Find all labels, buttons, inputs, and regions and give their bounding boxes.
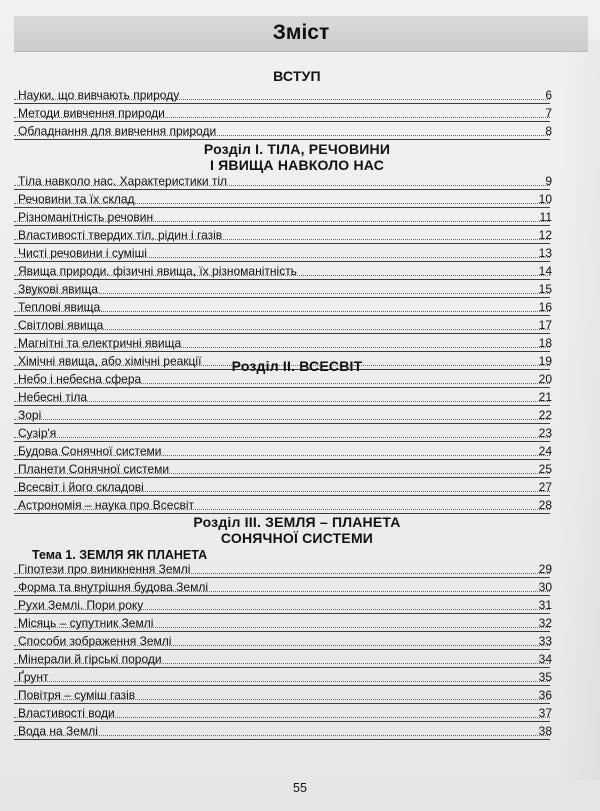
toc-entry <box>14 406 550 424</box>
toc-entry <box>14 316 550 334</box>
toc-entry-label: Місяць – супутник Землі <box>18 616 154 630</box>
toc-list-part-2 <box>14 370 550 514</box>
toc-entry-label: Властивості води <box>18 706 115 720</box>
toc-entry-label: Планети Сонячної системи <box>18 462 170 476</box>
toc-entry-label: Небесні тіла <box>18 390 88 404</box>
toc-entry <box>14 704 550 722</box>
section-title-part-1 <box>14 141 580 173</box>
toc-entry <box>14 104 550 122</box>
section-title-part-3 <box>14 514 580 546</box>
toc-entry <box>14 208 550 226</box>
toc-entry-label: Форма та внутрішня будова Землі <box>18 580 208 594</box>
toc-entry <box>14 86 550 104</box>
toc-entry-label: Різноманітність речовин <box>18 210 154 224</box>
toc-entry-label: Світлові явища <box>18 318 104 332</box>
toc-entry <box>14 596 550 614</box>
toc-entry <box>14 244 550 262</box>
toc-entry-label: Мінерали й гірські породи <box>18 652 162 666</box>
toc-entry-label: Рухи Землі. Пори року <box>18 598 144 612</box>
section-title-line: Розділ ІІІ. ЗЕМЛЯ – ПЛАНЕТА <box>193 514 401 530</box>
toc-entry <box>14 280 550 298</box>
toc-entry <box>14 388 550 406</box>
toc-entry-label: Науки, що вивчають природу <box>18 88 180 102</box>
toc-entry <box>14 496 550 514</box>
toc-entry-page: 20 <box>538 372 552 386</box>
toc-list-intro <box>14 86 550 140</box>
toc-entry <box>14 370 550 388</box>
toc-entry-page: 30 <box>538 580 552 594</box>
toc-entry-page: 23 <box>538 426 552 440</box>
toc-entry-label: Способи зображення Землі <box>18 634 172 648</box>
toc-leader-dots <box>14 401 550 402</box>
toc-entry-label: Явища природи. фізичні явища, їх різноманітність <box>18 264 297 278</box>
toc-entry <box>14 172 550 190</box>
toc-entry-page: 6 <box>545 88 552 102</box>
toc-entry-label: Астрономія – наука про Всесвіт <box>18 498 194 512</box>
toc-leader-dots <box>14 681 550 682</box>
toc-entry-page: 14 <box>538 264 552 278</box>
toc-leader-dots <box>14 437 550 438</box>
toc-entry <box>14 190 550 208</box>
toc-entry-label: Повітря – суміш газів <box>18 688 136 702</box>
toc-entry-page: 17 <box>538 318 552 332</box>
toc-entry <box>14 478 550 496</box>
toc-entry-page: 15 <box>538 282 552 296</box>
toc-entry <box>14 722 550 740</box>
toc-entry <box>14 442 550 460</box>
page-number: 55 <box>293 781 307 795</box>
toc-leader-dots <box>14 419 550 420</box>
toc-entry-label: Обладнання для вивчення природи <box>18 124 217 138</box>
toc-entry-page: 28 <box>538 498 552 512</box>
section-title-intro <box>14 68 580 84</box>
toc-entry-page: 31 <box>538 598 552 612</box>
section-title-line: Розділ ІІ. ВСЕСВІТ <box>231 358 363 374</box>
toc-entry-label: Теплові явища <box>18 300 101 314</box>
toc-entry <box>14 560 550 578</box>
toc-entry-label: Зорі <box>18 408 42 422</box>
toc-entry <box>14 122 550 140</box>
toc-entry-page: 22 <box>538 408 552 422</box>
section-title-line: ВСТУП <box>273 68 321 84</box>
toc-entry <box>14 460 550 478</box>
toc-entry <box>14 650 550 668</box>
toc-entry-label: Ґрунт <box>18 670 49 684</box>
toc-entry <box>14 226 550 244</box>
toc-entry-page: 13 <box>538 246 552 260</box>
toc-entry <box>14 578 550 596</box>
toc-entry-label: Сузір'я <box>18 426 57 440</box>
toc-entry-page: 18 <box>538 336 552 350</box>
toc-entry-label: Чисті речовини і суміші <box>18 246 147 260</box>
toc-entry-page: 16 <box>538 300 552 314</box>
toc-entry-page: 34 <box>538 652 552 666</box>
toc-entry <box>14 262 550 280</box>
toc-entry <box>14 334 550 352</box>
page-title: Зміст <box>272 21 330 44</box>
toc-entry-label: Хімічні явища, або хімічні реакції <box>18 354 202 368</box>
toc-entry-label: Небо і небесна сфера <box>18 372 142 386</box>
toc-entry-page: 38 <box>538 724 552 738</box>
toc-entry-page: 12 <box>538 228 552 242</box>
toc-entry-label: Гіпотези про виникнення Землі <box>18 562 191 576</box>
toc-entry-page: 8 <box>545 124 552 138</box>
toc-entry-page: 33 <box>538 634 552 648</box>
toc-entry-page: 24 <box>538 444 552 458</box>
toc-entry <box>14 632 550 650</box>
toc-entry-label: Вода на Землі <box>18 724 98 738</box>
toc-entry-label: Будова Сонячної системи <box>18 444 162 458</box>
toc-entry-page: 27 <box>538 480 552 494</box>
topic-title: Тема 1. ЗЕМЛЯ ЯК ПЛАНЕТА <box>32 548 208 562</box>
toc-entry-page: 9 <box>545 174 552 188</box>
toc-list-part-1 <box>14 172 550 370</box>
toc-entry-label: Тіла навколо нас. Характеристики тіл <box>18 174 228 188</box>
toc-entry-page: 32 <box>538 616 552 630</box>
toc-entry-label: Магнітні та електричні явища <box>18 336 182 350</box>
toc-entry-label: Звукові явища <box>18 282 98 296</box>
toc-entry-label: Речовини та їх склад <box>18 192 135 206</box>
section-title-line: СОНЯЧНОЇ СИСТЕМИ <box>220 530 374 546</box>
title-banner <box>14 16 588 52</box>
toc-entry <box>14 668 550 686</box>
toc-entry-page: 35 <box>538 670 552 684</box>
toc-entry-page: 25 <box>538 462 552 476</box>
toc-entry <box>14 298 550 316</box>
toc-entry-page: 11 <box>539 210 552 224</box>
toc-entry-page: 37 <box>538 706 552 720</box>
toc-entry <box>14 686 550 704</box>
toc-entry <box>14 614 550 632</box>
toc-entry <box>14 424 550 442</box>
toc-list-part-3 <box>14 560 550 740</box>
toc-entry-page: 10 <box>538 192 552 206</box>
toc-entry-page: 19 <box>538 354 552 368</box>
toc-entry-page: 21 <box>538 390 552 404</box>
toc-entry-label: Методи вивчення природи <box>18 106 165 120</box>
toc-entry-page: 29 <box>538 562 552 576</box>
toc-entry-label: Всесвіт і його складові <box>18 480 144 494</box>
section-title-line: І ЯВИЩА НАВКОЛО НАС <box>209 157 385 173</box>
toc-entry-page: 7 <box>545 106 552 120</box>
toc-entry-page: 36 <box>538 688 552 702</box>
toc-entry-label: Властивості твердих тіл, рідин і газів <box>18 228 223 242</box>
section-title-line: Розділ І. ТІЛА, РЕЧОВИНИ <box>203 141 391 157</box>
